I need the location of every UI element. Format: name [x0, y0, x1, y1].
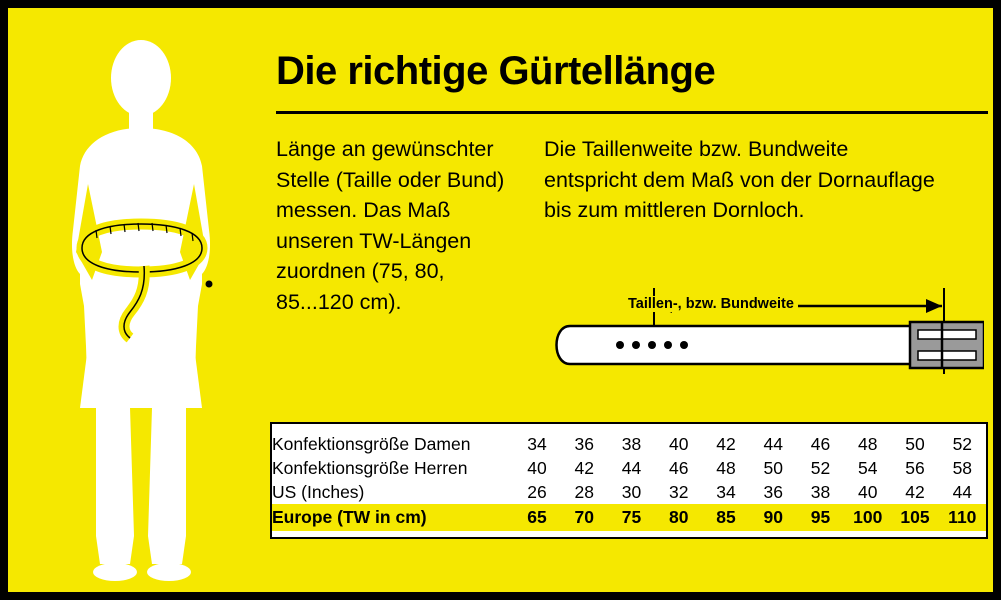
cell: 44	[621, 457, 642, 478]
cell: 50	[905, 433, 925, 454]
cell: 40	[857, 481, 878, 502]
title-divider	[276, 111, 988, 114]
cell: 95	[797, 504, 844, 531]
cell: 100	[844, 504, 891, 531]
cell: 105	[891, 504, 938, 531]
cell: 36	[763, 481, 783, 502]
cell: 40	[668, 433, 689, 454]
cell: 46	[810, 433, 831, 454]
cell: 44	[763, 433, 783, 454]
cell: 38	[621, 433, 642, 454]
row-label: US (Inches)	[272, 481, 365, 502]
cell: 30	[621, 481, 642, 502]
cell: 56	[905, 457, 925, 478]
cell: 48	[857, 433, 878, 454]
cell: 110	[939, 504, 986, 531]
row-label: Europe (TW in cm)	[272, 504, 513, 531]
cell: 36	[574, 433, 594, 454]
size-table	[270, 422, 988, 539]
cell: 90	[750, 504, 797, 531]
cell: 44	[952, 481, 973, 502]
instruction-text-right: Die Taillenweite bzw. Bundweite entspricht dem Maß von der Dornauflage bis zum mittleren Dornloch.	[544, 137, 935, 223]
cell: 34	[716, 481, 736, 502]
cell: 54	[857, 457, 878, 478]
figure-illustration	[26, 16, 256, 596]
row-label: Konfektionsgröße Damen	[272, 433, 471, 454]
cell: 52	[810, 457, 831, 478]
cell: 26	[527, 481, 547, 502]
belt-measure-label: Taillen-, bzw. Bundweite	[624, 296, 798, 312]
cell: 42	[574, 457, 594, 478]
belt-buckle	[910, 322, 984, 368]
cell: 42	[905, 481, 925, 502]
table-row	[272, 432, 986, 456]
cell: 46	[668, 457, 689, 478]
page-title: Die richtige Gürtellänge	[276, 49, 716, 93]
cell: 85	[702, 504, 749, 531]
table-row	[272, 456, 986, 480]
table-row-highlighted	[272, 504, 986, 531]
cell: 58	[952, 457, 973, 478]
instruction-text-left: Länge an gewünschter Stelle (Taille oder Bund) messen. Das Maß unseren TW-Längen zuordnen (75, 80, 85...120 cm).	[276, 137, 505, 314]
cell: 52	[952, 433, 973, 454]
cell: 40	[527, 457, 547, 478]
cell: 65	[513, 504, 560, 531]
row-label: Konfektionsgröße Herren	[272, 457, 468, 478]
cell: 28	[574, 481, 594, 502]
cell: 80	[655, 504, 702, 531]
cell: 34	[527, 433, 547, 454]
cell: 50	[763, 457, 783, 478]
cell: 42	[716, 433, 736, 454]
table-row	[272, 480, 986, 504]
cell: 38	[810, 481, 831, 502]
cell: 75	[608, 504, 655, 531]
silhouette-shape	[72, 40, 210, 581]
cell: 70	[561, 504, 608, 531]
cell: 32	[668, 481, 689, 502]
cell: 48	[716, 457, 736, 478]
